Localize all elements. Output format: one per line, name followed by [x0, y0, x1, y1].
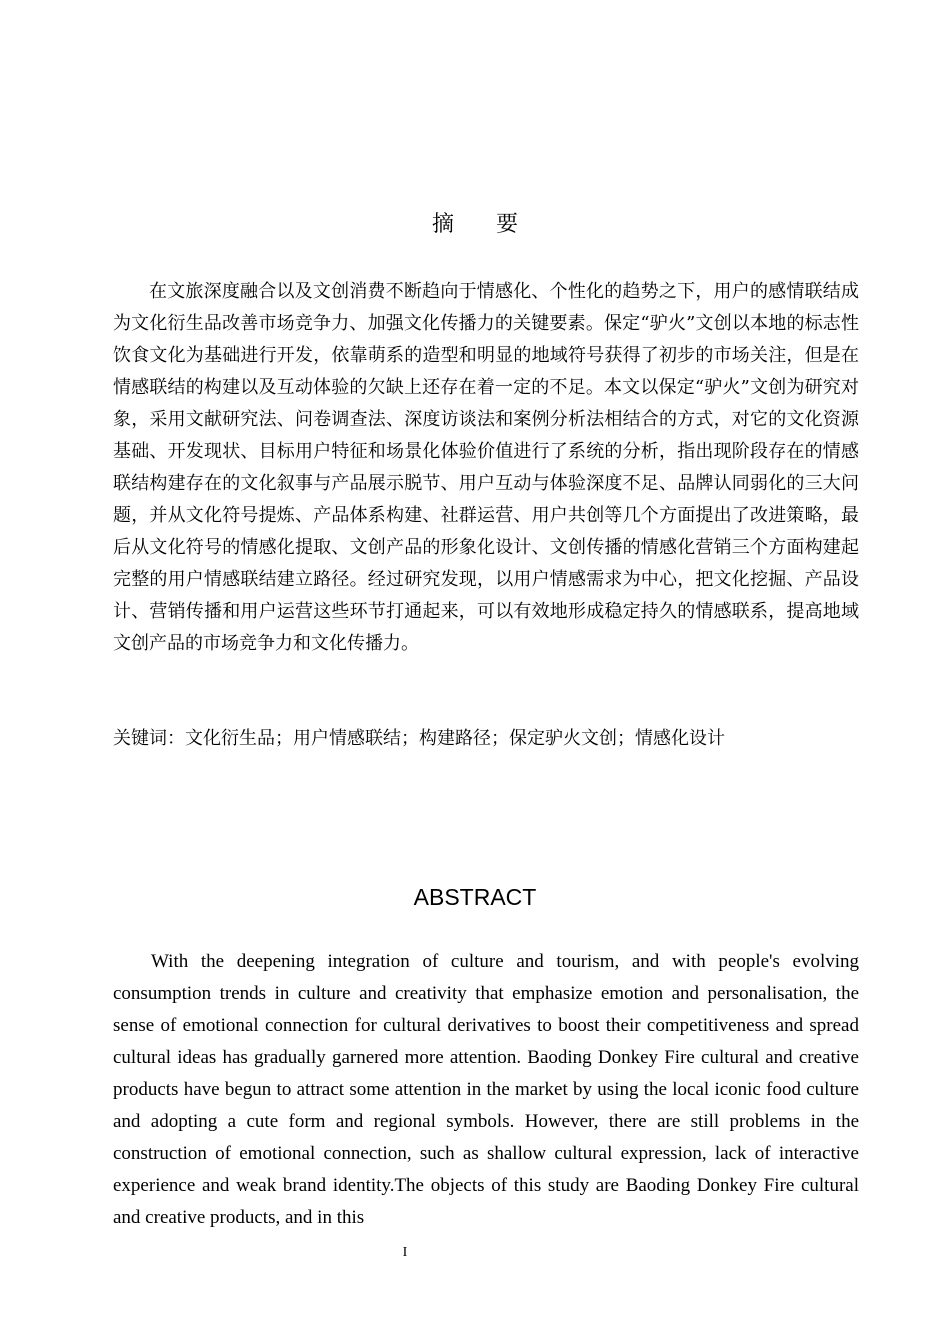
- page-number: I: [402, 1245, 408, 1260]
- chinese-abstract-body: 在文旅深度融合以及文创消费不断趋向于情感化、个性化的趋势之下，用户的感情联结成为文化衍生品改善市场竞争力、加强文化传播力的关键要素。保定“驴火”文创以本地的标志性饮食文化为基础进行开发，依靠萌系的造型和明显的地域符号获得了初步的市场关注，但是在情感联结的构建以及互动体验的欠缺上还存在着一定的不足。本文以保定“驴火”文创为研究对象，采用文献研究法、问卷调查法、深度访谈法和案例分析法相结合的方式，对它的文化资源基础、开发现状、目标用户特征和场景化体验价值进行了系统的分析，指出现阶段存在的情感联结构建存在的文化叙事与产品展示脱节、用户互动与体验深度不足、品牌认同弱化的三大问题，并从文化符号提炼、产品体系构建、社群运营、用户共创等几个方面提出了改进策略，最后从文化符号的情感化提取、文创产品的形象化设计、文创传播的情感化营销三个方面构建起完整的用户情感联结建立路径。经过研究发现，以用户情感需求为中心，把文化挖掘、产品设计、营销传播和用户运营这些环节打通起来，可以有效地形成稳定持久的情感联系，提高地域文创产品的市场竞争力和文化传播力。: [113, 281, 859, 654]
- title-char-1: 摘: [431, 212, 454, 237]
- chinese-keywords: [113, 724, 859, 754]
- title-char-2: 要: [496, 212, 519, 237]
- chinese-abstract-title: [0, 210, 950, 240]
- keywords-label: 关键词：: [113, 728, 185, 749]
- english-abstract-body: With the deepening integration of culture and tourism, and with people's evolving consumption trends in culture and creativity that emphasize emotion and personalisation, the sense of emotional connection for cultural derivatives to boost their competitiveness and spread cultural ideas has gradually garnered more attention. Baoding Donkey Fire cultural and creative products have begun to attract some attention in the market by using the local iconic food culture and adopting a cute form and regional symbols. However, there are still problems in the construction of emotional connection, such as shallow cultural expression, lack of interactive experience and weak brand identity.The objects of this study are Baoding Donkey Fire cultural and creative products, and in this: [113, 951, 859, 1228]
- english-abstract-title: ABSTRACT: [413, 884, 537, 910]
- keywords-list: 文化衍生品；用户情感联结；构建路径；保定驴火文创；情感化设计: [185, 728, 725, 749]
